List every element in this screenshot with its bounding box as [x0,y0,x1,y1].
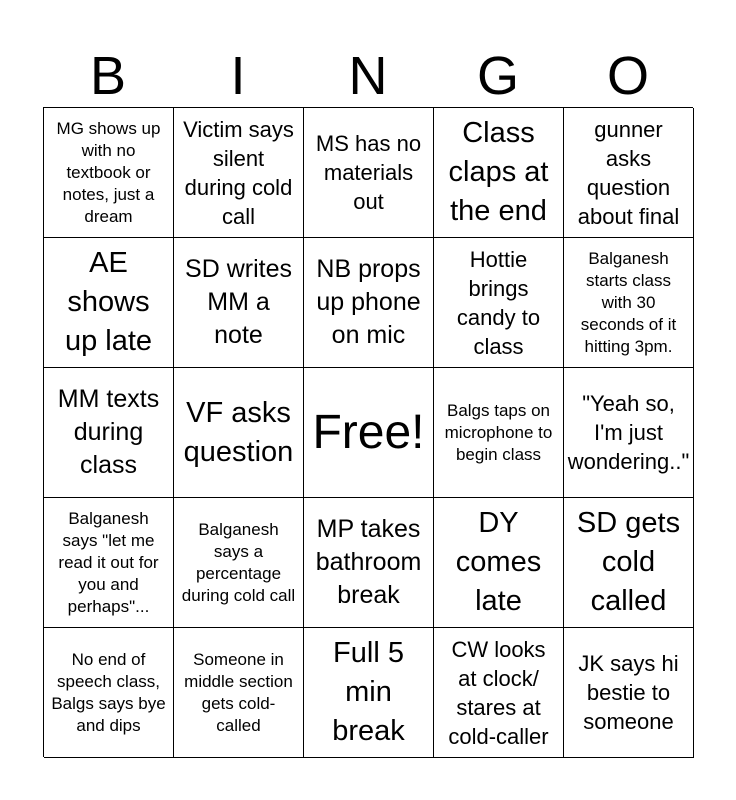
header-letter-g: G [476,46,519,106]
cell-text: SD writes MM a note [185,255,292,349]
cell-text: Balgs taps on microphone to begin class [444,400,553,464]
cell-text: MP takes bathroom break [315,515,422,609]
bingo-cell[interactable] [44,108,174,238]
bingo-header [43,46,693,106]
cell-text: SD gets cold called [576,507,681,617]
cell-text: CW looks at clock/ stares at cold-caller [448,636,549,749]
cell-text: No end of speech class, Balgs says bye and dips [51,649,166,735]
cell-text: Hottie brings candy to class [456,246,541,359]
bingo-cell[interactable] [44,628,174,758]
cell-text: MM texts during class [57,385,160,479]
bingo-cell[interactable] [174,108,304,238]
bingo-cell[interactable] [564,108,694,238]
bingo-cell[interactable] [44,498,174,628]
cell-text: NB props up phone on mic [316,255,421,349]
header-letter-n: N [348,46,388,106]
bingo-cell[interactable] [434,238,564,368]
cell-text: Class claps at the end [448,117,549,227]
bingo-cell[interactable] [304,108,434,238]
bingo-cell[interactable] [304,628,434,758]
bingo-board [43,107,693,757]
cell-text: MG shows up with no textbook or notes, just a dream [56,118,161,226]
bingo-cell[interactable] [564,628,694,758]
cell-text: DY comes late [455,507,542,617]
header-letter-i: I [230,46,246,106]
cell-text: Full 5 min break [332,637,405,747]
cell-text: MS has no materials out [315,131,422,214]
bingo-cell[interactable] [44,368,174,498]
cell-text: Someone in middle section gets cold-called [184,649,293,735]
header-letter-o: O [606,46,649,106]
bingo-cell[interactable] [174,628,304,758]
bingo-cell[interactable] [304,238,434,368]
bingo-cell[interactable] [174,368,304,498]
cell-text: AE shows up late [64,247,153,357]
cell-text: JK says hi bestie to someone [578,651,679,734]
bingo-cell[interactable] [564,238,694,368]
bingo-cell[interactable] [174,238,304,368]
bingo-cell[interactable] [434,498,564,628]
cell-text: "Yeah so, I'm just wondering.." [567,391,690,474]
bingo-cell[interactable] [434,628,564,758]
cell-text: Victim says silent during cold call [183,116,294,229]
cell-text: Balganesh starts class with 30 seconds of it hitting 3pm. [580,248,677,356]
bingo-cell[interactable] [304,498,434,628]
bingo-cell[interactable] [434,368,564,498]
bingo-cell[interactable] [564,498,694,628]
cell-text: VF asks question [183,396,294,468]
cell-text: Free! [312,405,425,459]
cell-text: Balganesh says a percentage during cold call [181,519,296,605]
header-letter-b: B [89,46,127,106]
bingo-cell[interactable] [564,368,694,498]
cell-text: Balganesh says "let me read it out for you and perhaps"... [58,508,159,616]
bingo-cell[interactable] [44,238,174,368]
cell-text: gunner asks question about final [577,116,680,229]
free-space-cell[interactable] [304,368,434,498]
bingo-cell[interactable] [434,108,564,238]
bingo-cell[interactable] [174,498,304,628]
